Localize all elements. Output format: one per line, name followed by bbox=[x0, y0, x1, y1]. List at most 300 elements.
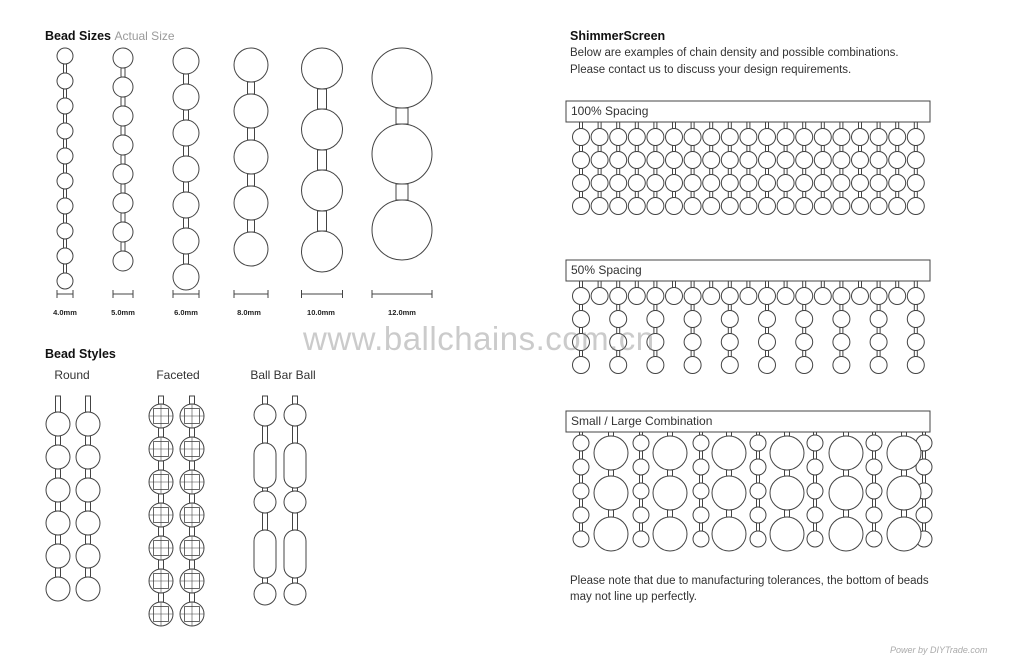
screen-bead bbox=[907, 129, 924, 146]
chain-link bbox=[121, 68, 125, 77]
chain-link bbox=[635, 146, 638, 152]
chain-link bbox=[673, 122, 676, 129]
chain-link bbox=[184, 74, 189, 84]
chain-link bbox=[784, 169, 787, 175]
chain-link bbox=[86, 502, 91, 511]
screen-bead bbox=[907, 357, 924, 374]
chain-link bbox=[617, 192, 620, 198]
chain-link bbox=[654, 169, 657, 175]
chain-link bbox=[896, 122, 899, 129]
screen-bead bbox=[889, 175, 906, 192]
chain-link bbox=[184, 182, 189, 192]
shimmer-description-line1: Below are examples of chain density and possible combinations. bbox=[570, 47, 899, 59]
chain-link bbox=[580, 146, 583, 152]
chain-link bbox=[803, 351, 806, 357]
screen-bead bbox=[870, 175, 887, 192]
chain-link bbox=[190, 428, 195, 437]
chain-link bbox=[580, 281, 583, 288]
chain-link bbox=[64, 214, 67, 223]
chain-link bbox=[293, 426, 298, 443]
chain-link bbox=[840, 169, 843, 175]
shimmer-title: ShimmerScreen bbox=[570, 29, 666, 43]
screen-bead bbox=[610, 357, 627, 374]
chain-link bbox=[821, 122, 824, 129]
large-bead bbox=[712, 517, 746, 551]
chain-link bbox=[710, 169, 713, 175]
screen-bead bbox=[870, 129, 887, 146]
style-label-faceted: Faceted bbox=[156, 368, 200, 382]
chain-link bbox=[673, 281, 676, 288]
bead bbox=[57, 173, 73, 189]
screen-bead bbox=[573, 152, 590, 169]
chain-link bbox=[785, 470, 790, 476]
chain-link bbox=[914, 351, 917, 357]
screen-bead bbox=[721, 288, 738, 305]
chain-link bbox=[86, 469, 91, 478]
screen-bead bbox=[852, 198, 869, 215]
bead bbox=[302, 109, 343, 150]
chain-link bbox=[86, 436, 91, 445]
chain-link bbox=[873, 499, 876, 507]
screen-bead bbox=[666, 175, 683, 192]
chain-link bbox=[710, 281, 713, 288]
small-bead bbox=[750, 507, 766, 523]
chain-link bbox=[728, 328, 731, 334]
chain-link bbox=[844, 470, 849, 476]
chain-link bbox=[617, 305, 620, 311]
screen-bead bbox=[721, 357, 738, 374]
chain-link bbox=[844, 432, 849, 436]
chain-link bbox=[785, 510, 790, 517]
screen-bead bbox=[647, 129, 664, 146]
bead bbox=[173, 192, 199, 218]
chain-link bbox=[840, 192, 843, 198]
chain-link bbox=[609, 432, 614, 436]
chain-link bbox=[263, 396, 268, 404]
chain-link bbox=[896, 146, 899, 152]
chain-link bbox=[814, 451, 817, 459]
bead bbox=[234, 232, 268, 266]
screen-bead bbox=[796, 311, 813, 328]
chain-link bbox=[859, 169, 862, 175]
screen-bead bbox=[703, 152, 720, 169]
bead bbox=[76, 577, 100, 601]
size-label-6mm: 6.0mm bbox=[174, 308, 198, 317]
chain-link bbox=[784, 146, 787, 152]
screen-bead bbox=[684, 152, 701, 169]
bead bbox=[76, 478, 100, 502]
screen-bead bbox=[721, 152, 738, 169]
bead bbox=[173, 228, 199, 254]
bead bbox=[46, 478, 70, 502]
chain-link bbox=[248, 82, 255, 94]
chain-link bbox=[64, 64, 67, 73]
chain-link bbox=[159, 494, 164, 503]
bead bbox=[372, 200, 432, 260]
screen-bead bbox=[610, 198, 627, 215]
chain-link bbox=[580, 169, 583, 175]
chain-link bbox=[293, 513, 298, 530]
chain-link bbox=[840, 146, 843, 152]
screen-bead bbox=[740, 175, 757, 192]
bead-size-chains bbox=[57, 48, 432, 298]
chain-link bbox=[598, 192, 601, 198]
chain-link bbox=[923, 499, 926, 507]
chain-link bbox=[896, 169, 899, 175]
chain-link bbox=[668, 432, 673, 436]
bar-bead bbox=[254, 530, 276, 578]
screen-bead bbox=[628, 152, 645, 169]
chain-link bbox=[803, 192, 806, 198]
chain-link bbox=[691, 305, 694, 311]
large-bead bbox=[594, 436, 628, 470]
chain-link bbox=[766, 192, 769, 198]
chain-link bbox=[803, 169, 806, 175]
tolerance-note-line2: may not line up perfectly. bbox=[570, 591, 697, 603]
chain-link bbox=[691, 351, 694, 357]
small-bead bbox=[693, 459, 709, 475]
screen-bead bbox=[759, 288, 776, 305]
small-bead bbox=[916, 507, 932, 523]
chain-link bbox=[598, 122, 601, 129]
chain-link bbox=[877, 281, 880, 288]
screen-bead bbox=[703, 288, 720, 305]
chain-link bbox=[727, 510, 732, 517]
chain-link bbox=[396, 184, 408, 200]
chain-link bbox=[640, 451, 643, 459]
screen-bead bbox=[907, 288, 924, 305]
chain-link bbox=[914, 305, 917, 311]
screen-bead bbox=[703, 129, 720, 146]
screen-bead bbox=[647, 175, 664, 192]
chain-link bbox=[840, 351, 843, 357]
chain-link bbox=[318, 211, 327, 231]
chain-link bbox=[635, 122, 638, 129]
screen-bead bbox=[703, 175, 720, 192]
chain-link bbox=[248, 220, 255, 232]
bead bbox=[57, 248, 73, 264]
bead bbox=[372, 48, 432, 108]
chain-link bbox=[673, 192, 676, 198]
screen-bead bbox=[852, 288, 869, 305]
chain-link bbox=[914, 146, 917, 152]
small-bead bbox=[633, 531, 649, 547]
chain-link bbox=[159, 396, 164, 404]
screen-bead bbox=[684, 198, 701, 215]
chain-link bbox=[580, 122, 583, 129]
chain-link bbox=[635, 169, 638, 175]
ball-bead bbox=[284, 491, 306, 513]
screen-bead bbox=[703, 198, 720, 215]
chain-link bbox=[190, 396, 195, 404]
small-bead bbox=[633, 459, 649, 475]
bead bbox=[302, 231, 343, 272]
large-bead bbox=[829, 476, 863, 510]
chain-link bbox=[821, 192, 824, 198]
chain-link bbox=[766, 328, 769, 334]
bead bbox=[302, 170, 343, 211]
chain-link bbox=[159, 593, 164, 602]
chain-link bbox=[598, 281, 601, 288]
chain-link bbox=[700, 451, 703, 459]
chain-link bbox=[64, 114, 67, 123]
panel-label-combination: Small / Large Combination bbox=[571, 414, 713, 428]
bead bbox=[372, 124, 432, 184]
screen-bead bbox=[833, 175, 850, 192]
screen-bead bbox=[796, 175, 813, 192]
chain-link bbox=[190, 494, 195, 503]
screen-bead bbox=[628, 175, 645, 192]
screen-bead bbox=[759, 311, 776, 328]
screen-bead bbox=[889, 129, 906, 146]
screen-bead bbox=[628, 288, 645, 305]
screen-bead bbox=[591, 288, 608, 305]
bead bbox=[113, 222, 133, 242]
large-bead bbox=[770, 436, 804, 470]
chain-link bbox=[691, 146, 694, 152]
chain-link bbox=[914, 328, 917, 334]
style-label-round: Round bbox=[54, 368, 90, 382]
screen-bead bbox=[777, 198, 794, 215]
screen-bead bbox=[870, 198, 887, 215]
small-bead bbox=[693, 435, 709, 451]
screen-bead bbox=[796, 152, 813, 169]
style-label-ball-bar-ball: Ball Bar Ball bbox=[250, 368, 316, 382]
chain-link bbox=[757, 523, 760, 531]
bead bbox=[173, 156, 199, 182]
chain-link bbox=[877, 146, 880, 152]
chain-link bbox=[159, 461, 164, 470]
chain-link bbox=[803, 122, 806, 129]
chain-link bbox=[121, 242, 125, 251]
small-bead bbox=[807, 507, 823, 523]
screen-bead bbox=[666, 288, 683, 305]
chain-link bbox=[609, 470, 614, 476]
chain-link bbox=[617, 281, 620, 288]
chain-link bbox=[757, 499, 760, 507]
screen-bead bbox=[759, 198, 776, 215]
screen-bead bbox=[796, 129, 813, 146]
chain-link bbox=[840, 281, 843, 288]
chain-link bbox=[668, 470, 673, 476]
large-bead bbox=[653, 517, 687, 551]
screen-bead bbox=[740, 198, 757, 215]
screen-bead bbox=[870, 357, 887, 374]
chain-link bbox=[710, 192, 713, 198]
bead bbox=[113, 164, 133, 184]
chain-link bbox=[710, 146, 713, 152]
large-bead bbox=[887, 476, 921, 510]
screen-bead bbox=[777, 175, 794, 192]
bead bbox=[57, 123, 73, 139]
chain-link bbox=[654, 305, 657, 311]
chain-link bbox=[64, 89, 67, 98]
small-bead bbox=[807, 531, 823, 547]
chain-link bbox=[640, 523, 643, 531]
ball-bead bbox=[284, 583, 306, 605]
chain-link bbox=[64, 139, 67, 148]
screen-bead bbox=[833, 311, 850, 328]
chain-link bbox=[747, 192, 750, 198]
small-bead bbox=[866, 507, 882, 523]
bead bbox=[57, 198, 73, 214]
chain-link bbox=[64, 264, 67, 273]
chain-link bbox=[640, 499, 643, 507]
chain-link bbox=[318, 150, 327, 170]
small-bead bbox=[573, 483, 589, 499]
size-label-12mm: 12.0mm bbox=[388, 308, 416, 317]
chain-link bbox=[190, 527, 195, 536]
small-bead bbox=[693, 507, 709, 523]
chain-link bbox=[121, 184, 125, 193]
size-label-8mm: 8.0mm bbox=[237, 308, 261, 317]
small-bead bbox=[807, 459, 823, 475]
screen-bead bbox=[852, 129, 869, 146]
chain-link bbox=[923, 523, 926, 531]
chain-link bbox=[784, 122, 787, 129]
screen-bead bbox=[628, 198, 645, 215]
copyright-text: Power by DIYTrade.com bbox=[890, 645, 988, 655]
chain-link bbox=[184, 254, 189, 264]
chain-link bbox=[318, 89, 327, 109]
screen-bead bbox=[647, 357, 664, 374]
chain-link bbox=[840, 328, 843, 334]
screen-bead bbox=[684, 311, 701, 328]
screen-bead bbox=[889, 152, 906, 169]
large-bead bbox=[653, 476, 687, 510]
chain-link bbox=[923, 451, 926, 459]
screen-bead bbox=[759, 357, 776, 374]
small-bead bbox=[573, 459, 589, 475]
chain-link bbox=[190, 593, 195, 602]
screen-bead bbox=[889, 198, 906, 215]
chain-link bbox=[728, 122, 731, 129]
large-bead bbox=[887, 517, 921, 551]
screen-bead bbox=[666, 152, 683, 169]
chain-link bbox=[86, 535, 91, 544]
bead bbox=[46, 445, 70, 469]
chain-link bbox=[710, 122, 713, 129]
chain-link bbox=[598, 146, 601, 152]
chain-link bbox=[859, 146, 862, 152]
screen-bead bbox=[777, 129, 794, 146]
small-bead bbox=[573, 507, 589, 523]
chain-link bbox=[56, 502, 61, 511]
chain-link bbox=[248, 128, 255, 140]
bar-bead bbox=[284, 530, 306, 578]
screen-bead bbox=[814, 288, 831, 305]
large-bead bbox=[770, 476, 804, 510]
ball-bead bbox=[254, 491, 276, 513]
chain-link bbox=[914, 192, 917, 198]
chain-link bbox=[654, 281, 657, 288]
screen-bead bbox=[721, 129, 738, 146]
size-label-10mm: 10.0mm bbox=[307, 308, 335, 317]
chain-link bbox=[803, 328, 806, 334]
ball-bead bbox=[284, 404, 306, 426]
bead bbox=[113, 48, 133, 68]
large-bead bbox=[653, 436, 687, 470]
screen-bead bbox=[907, 198, 924, 215]
chain-link bbox=[728, 146, 731, 152]
chain-link bbox=[877, 351, 880, 357]
screen-bead bbox=[777, 152, 794, 169]
chain-link bbox=[700, 523, 703, 531]
bead bbox=[173, 264, 199, 290]
chain-link bbox=[814, 523, 817, 531]
bead bbox=[302, 48, 343, 89]
chain-link bbox=[184, 146, 189, 156]
chain-link bbox=[691, 169, 694, 175]
chain-link bbox=[902, 510, 907, 517]
chain-link bbox=[844, 510, 849, 517]
chain-link bbox=[691, 192, 694, 198]
screen-bead bbox=[759, 175, 776, 192]
small-bead bbox=[573, 531, 589, 547]
chain-link bbox=[598, 169, 601, 175]
chain-link bbox=[877, 169, 880, 175]
screen-bead bbox=[591, 129, 608, 146]
chain-link bbox=[821, 146, 824, 152]
screen-bead bbox=[777, 288, 794, 305]
chain-link bbox=[396, 108, 408, 124]
chain-link bbox=[859, 192, 862, 198]
chain-link bbox=[727, 432, 732, 436]
ball-bead bbox=[254, 404, 276, 426]
small-bead bbox=[866, 483, 882, 499]
screen-bead bbox=[721, 198, 738, 215]
chain-link bbox=[668, 510, 673, 517]
chain-link bbox=[248, 174, 255, 186]
small-bead bbox=[633, 507, 649, 523]
screen-bead bbox=[907, 334, 924, 351]
large-bead bbox=[770, 517, 804, 551]
chain-link bbox=[263, 578, 268, 583]
chain-link bbox=[728, 192, 731, 198]
chain-link bbox=[803, 305, 806, 311]
chain-link bbox=[877, 305, 880, 311]
screen-bead bbox=[684, 357, 701, 374]
bead bbox=[46, 511, 70, 535]
chain-link bbox=[56, 535, 61, 544]
bar-bead bbox=[284, 443, 306, 488]
chain-link bbox=[766, 351, 769, 357]
bead bbox=[76, 544, 100, 568]
screen-bead bbox=[759, 334, 776, 351]
screen-bead bbox=[721, 334, 738, 351]
large-bead bbox=[594, 517, 628, 551]
bead-styles-title: Bead Styles bbox=[45, 347, 116, 361]
screen-bead bbox=[796, 334, 813, 351]
bead bbox=[76, 445, 100, 469]
screen-bead bbox=[833, 357, 850, 374]
panel-label-50: 50% Spacing bbox=[571, 263, 642, 277]
chain-link bbox=[766, 146, 769, 152]
screen-bead bbox=[796, 288, 813, 305]
size-label-4mm: 4.0mm bbox=[53, 308, 77, 317]
chain-link bbox=[86, 568, 91, 577]
chain-link bbox=[580, 305, 583, 311]
chain-link bbox=[902, 470, 907, 476]
screen-bead bbox=[852, 175, 869, 192]
screen-bead bbox=[814, 198, 831, 215]
bead-sizes-title: Bead Sizes bbox=[45, 29, 112, 43]
screen-bead bbox=[573, 175, 590, 192]
chain-link bbox=[747, 146, 750, 152]
screen-bead bbox=[814, 129, 831, 146]
chain-link bbox=[923, 475, 926, 483]
screen-bead bbox=[591, 152, 608, 169]
